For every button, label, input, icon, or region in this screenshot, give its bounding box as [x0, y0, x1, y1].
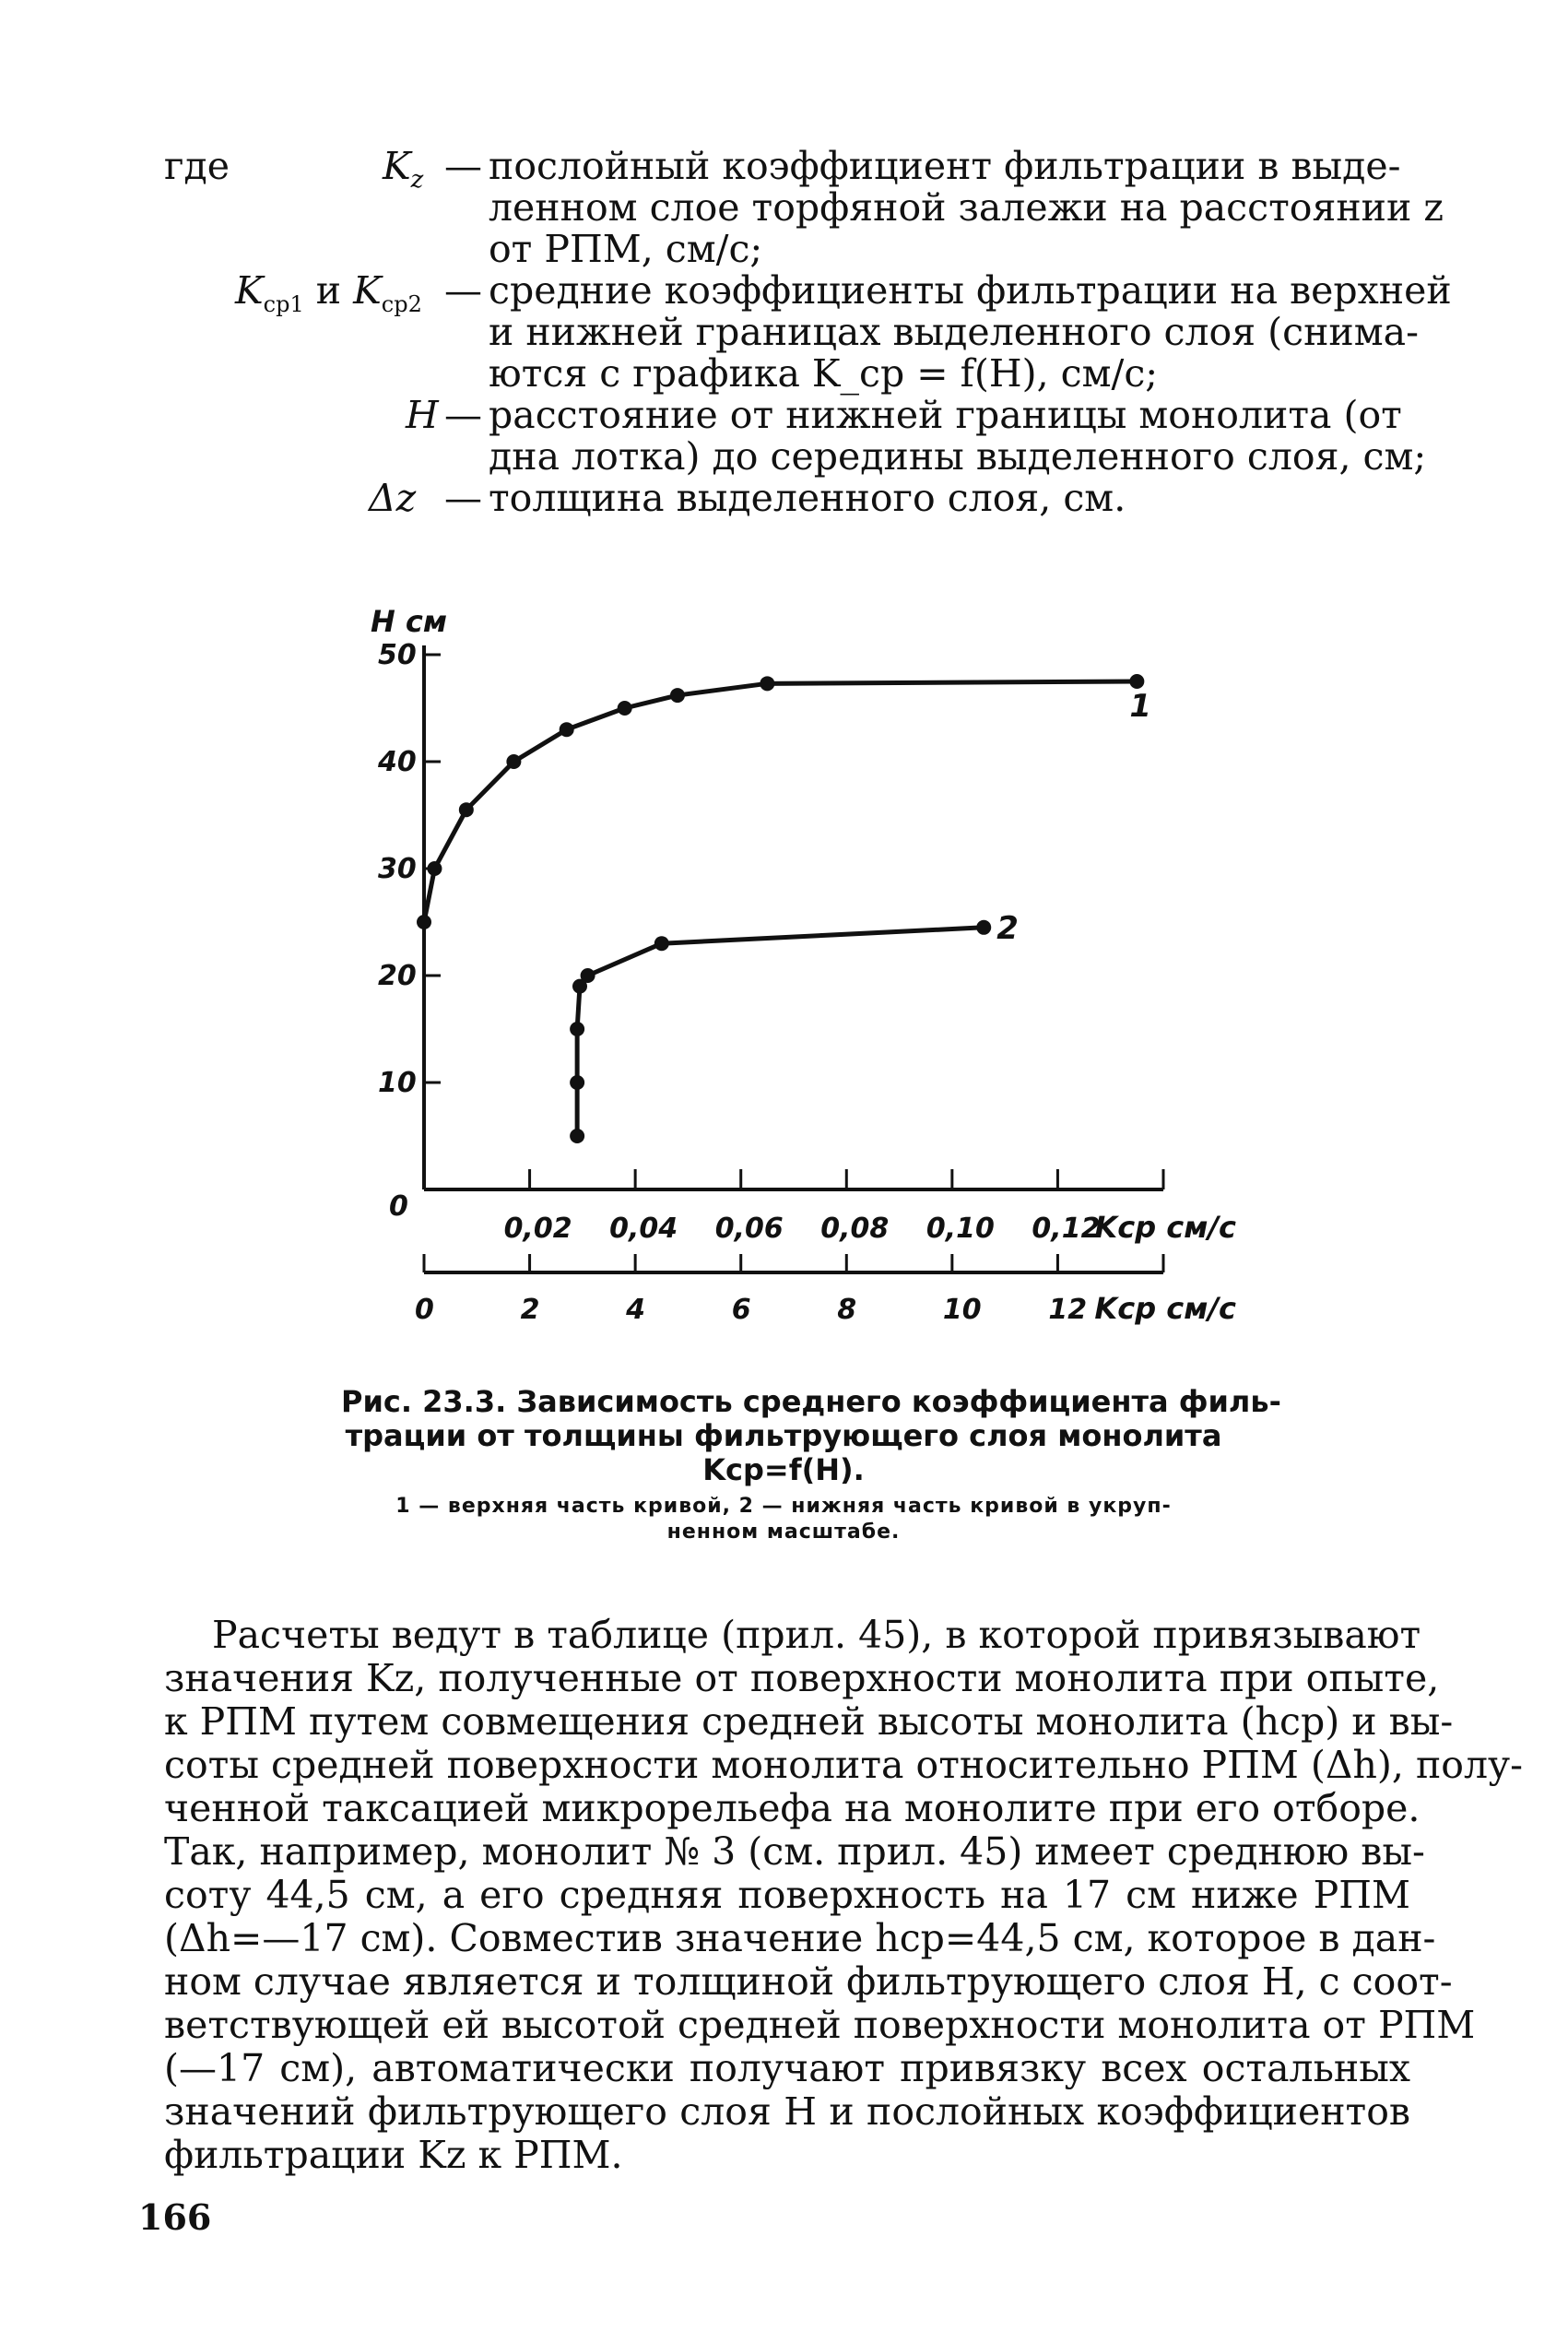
x-top-tick-label: 0,02: [503, 1213, 572, 1245]
dash: —: [444, 268, 482, 313]
definition-line: и нижней границах выделенного слоя (снима-: [489, 310, 1419, 354]
series-1-point: [670, 688, 685, 703]
y-tick-label: 30: [378, 853, 417, 885]
series-1-point: [427, 861, 442, 876]
caption-title-line: трации от толщины фильтрующего слоя монолита: [345, 1418, 1222, 1453]
x-top-tick-label: 0,10: [925, 1213, 995, 1245]
labels-layer: [371, 604, 1236, 1326]
filtration-chart: [350, 581, 1254, 1337]
x-bottom-tick-label: 2: [520, 1294, 540, 1326]
definition-line: послойный коэффициент фильтрации в выде-: [489, 144, 1401, 188]
x-bottom-tick-label: 10: [942, 1294, 982, 1326]
series-2-point: [570, 1075, 584, 1090]
series-2-point: [570, 1022, 584, 1036]
x-top-tick-label: 0,04: [609, 1213, 678, 1245]
where-word: где: [164, 144, 230, 188]
y-tick-label: 20: [378, 960, 417, 992]
x-bottom-tick-label: 4: [626, 1294, 646, 1326]
y-tick-label: 0: [389, 1190, 408, 1223]
series-1-point: [618, 701, 632, 716]
y-tick-label: 50: [378, 639, 417, 671]
body-line: соту 44,5 см, а его средняя поверхность на 17 см ниже РПМ: [164, 1873, 1410, 1917]
definition-line: толщина выделенного слоя, см.: [489, 476, 1126, 520]
x-bottom-tick-label: 0: [415, 1294, 434, 1326]
body-line: ветствующей ей высотой средней поверхности монолита от РПМ: [164, 2003, 1476, 2047]
term-h: H: [406, 393, 439, 437]
series-1-point: [1129, 674, 1144, 689]
body-line: значения Kz, полученные от поверхности монолита при опыте,: [164, 1656, 1440, 1700]
term-kz: $K_z$: [383, 144, 424, 195]
body-line: (—17 см), автоматически получают привязку всех остальных: [164, 2046, 1410, 2090]
y-tick-label: 40: [378, 746, 417, 778]
series-1-point: [506, 754, 521, 769]
term-delta-z: Δz: [369, 476, 417, 520]
y-tick-label: 10: [378, 1067, 417, 1099]
series-2-point: [570, 1129, 584, 1143]
body-line: фильтрации Kz к РПМ.: [164, 2133, 623, 2177]
caption-title-line: Рис. 23.3. Зависимость среднего коэффициента филь-: [341, 1384, 1281, 1419]
series-1-point: [760, 676, 774, 691]
x-top-axis-label: Kср см/с: [1094, 1210, 1237, 1245]
body-line: значений фильтрующего слоя H и послойных коэффициентов: [164, 2089, 1410, 2134]
x-bottom-tick-label: 8: [837, 1294, 857, 1326]
series-1-point: [459, 802, 474, 817]
term-kcp1-kcp2: $K_{ср1}$ и $K_{ср2}$: [235, 268, 422, 318]
series-2-line: [577, 928, 984, 1136]
x-bottom-tick-label: 12: [1048, 1294, 1088, 1326]
body-line: соты средней поверхности монолита относительно РПМ (Δh), полу-: [164, 1743, 1523, 1787]
body-line: ченной таксацией микрорельефа на монолите при его отборе.: [164, 1786, 1421, 1830]
caption-legend-line: ненном масштабе.: [666, 1520, 901, 1544]
definition-line: расстояние от нижней границы монолита (от: [489, 393, 1402, 437]
series-1-point: [417, 915, 431, 929]
definition-line: дна лотка) до середины выделенного слоя, см;: [489, 434, 1427, 479]
dash: —: [444, 144, 482, 188]
y-axis-label: H см: [371, 604, 448, 639]
body-line: Так, например, монолит № 3 (см. прил. 45) имеет среднюю вы-: [164, 1829, 1425, 1874]
x-top-tick-label: 0,08: [820, 1213, 890, 1245]
definition-line: ленном слое торфяной залежи на расстоянии z: [489, 185, 1444, 230]
caption-legend-line: 1 — верхняя часть кривой, 2 — нижняя часть кривой в укруп-: [395, 1495, 1172, 1518]
series-2-point: [654, 936, 669, 951]
x-bottom-tick-label: 6: [731, 1294, 751, 1326]
body-line: Расчеты ведут в таблице (прил. 45), в которой привязывают: [212, 1613, 1421, 1657]
series-1-label: 1: [1129, 688, 1152, 725]
body-line: к РПМ путем совмещения средней высоты монолита (hср) и вы-: [164, 1699, 1454, 1744]
definition-line: средние коэффициенты фильтрации на верхней: [489, 268, 1452, 313]
x-top-tick-label: 0,06: [714, 1213, 784, 1245]
series-1-point: [560, 722, 574, 737]
body-line: (Δh=—17 см). Совместив значение hср=44,5 см, которое в дан-: [164, 1916, 1436, 1960]
dash: —: [444, 393, 482, 437]
series-layer: [417, 674, 1144, 1143]
axes-layer: [424, 645, 1163, 1272]
definition-line: ются с графика K_ср = f(H), см/с;: [489, 351, 1159, 396]
series-2-point: [581, 968, 595, 983]
series-2-point: [976, 920, 991, 935]
page-number: 166: [138, 2196, 212, 2238]
x-bottom-axis-label: Kср см/с: [1094, 1291, 1237, 1326]
dash: —: [444, 476, 482, 520]
caption-formula: Kср=f(H).: [702, 1452, 865, 1487]
definition-line: от РПМ, см/с;: [489, 227, 763, 271]
body-line: ном случае является и толщиной фильтрующего слоя H, с соот-: [164, 1959, 1453, 2004]
series-2-label: 2: [996, 909, 1019, 947]
x-top-tick-label: 0,12: [1032, 1213, 1101, 1245]
series-1-line: [424, 681, 1137, 922]
